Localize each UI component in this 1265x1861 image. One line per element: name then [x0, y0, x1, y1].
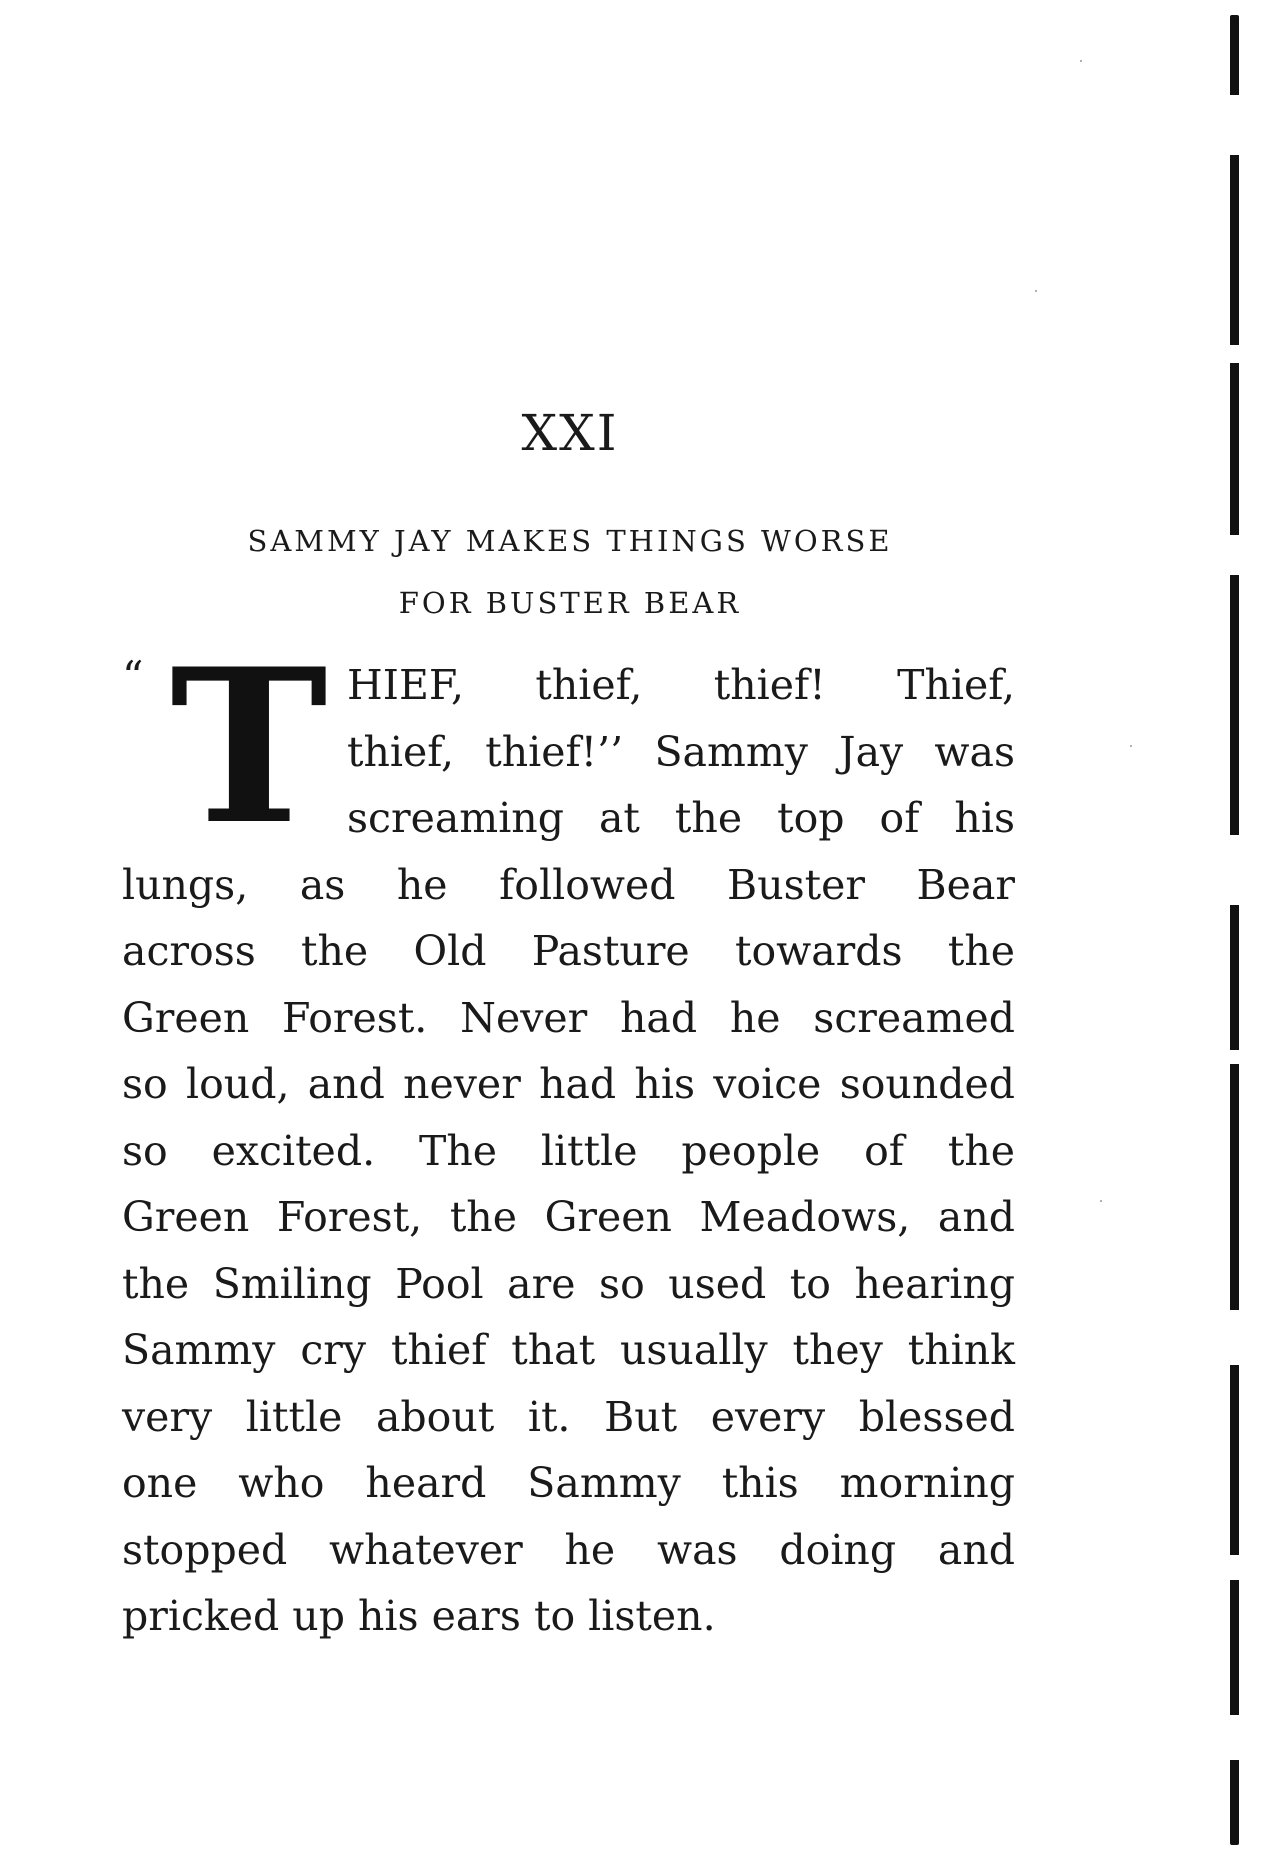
body-line: pricked up his ears to listen. — [122, 1592, 716, 1640]
body-line: lungs, as he followed Buster Bear — [122, 860, 1015, 909]
paper-speck — [1035, 290, 1037, 292]
binding-edge — [1230, 15, 1239, 1845]
body-line: so excited. The little people of the — [122, 1126, 1015, 1175]
body-line: screaming at the top of his — [347, 794, 1015, 842]
body-line: thief, thief!’’ Sammy Jay was — [347, 727, 1015, 776]
chapter-title-line-2: FOR BUSTER BEAR — [398, 586, 742, 620]
body-line: one who heard Sammy this morning — [122, 1459, 1015, 1507]
chapter-body — [122, 622, 1015, 1650]
body-line: stopped whatever he was doing and — [122, 1525, 1015, 1574]
paper-speck — [1130, 745, 1132, 747]
body-line: very little about it. But every blessed — [122, 1392, 1015, 1441]
paper-speck — [1100, 1200, 1102, 1202]
body-line: so loud, and never had his voice sounded — [122, 1060, 1015, 1108]
body-line: Green Forest, the Green Meadows, and — [122, 1193, 1015, 1241]
drop-cap: T — [170, 622, 328, 871]
chapter-title-line-1: SAMMY JAY MAKES THINGS WORSE — [247, 524, 893, 558]
body-line: Sammy cry thief that usually they think — [122, 1326, 1015, 1374]
chapter-number: XXI — [521, 404, 619, 462]
body-line: across the Old Pasture towards the — [122, 927, 1015, 975]
body-line: HIEF, thief, thief! Thief, — [347, 661, 1015, 709]
open-quote: “ — [122, 652, 144, 701]
chapter-title — [0, 510, 1140, 634]
paper-speck — [1080, 60, 1082, 62]
body-line: Green Forest. Never had he screamed — [122, 993, 1015, 1042]
body-line: the Smiling Pool are so used to hearing — [122, 1259, 1015, 1308]
